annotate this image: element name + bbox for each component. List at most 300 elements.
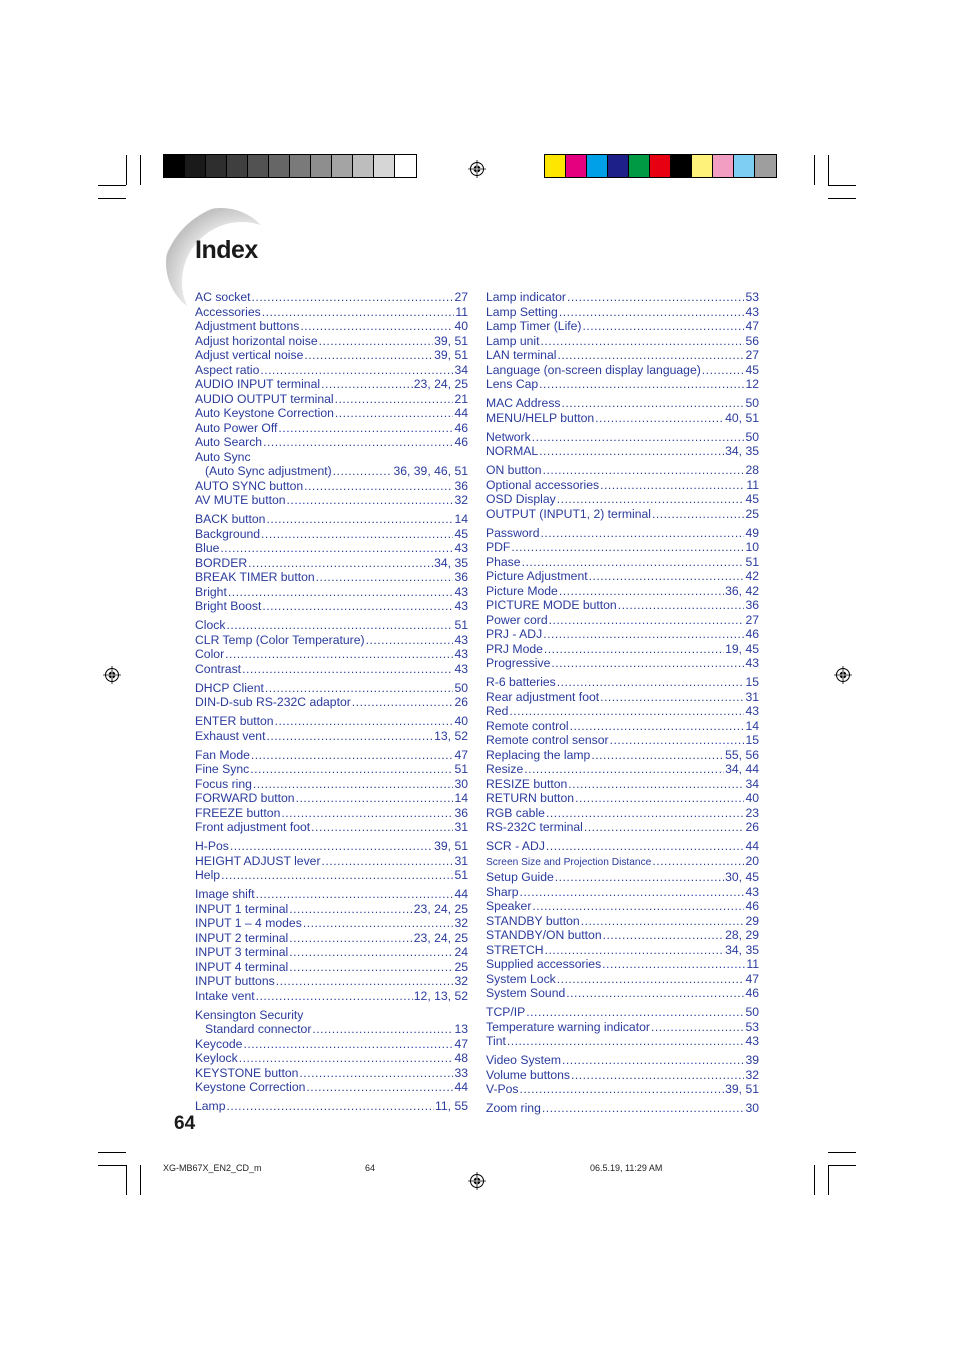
index-entry[interactable] (486, 986, 759, 1001)
index-entry[interactable] (195, 868, 468, 883)
index-term: STANDBY/ON button (486, 928, 602, 942)
index-term: Lamp (195, 1099, 226, 1113)
index-term: RETURN button (486, 791, 575, 805)
index-entry[interactable] (486, 411, 759, 426)
leader-dots (225, 647, 453, 662)
leader-dots (589, 569, 745, 584)
index-entry[interactable] (486, 492, 759, 507)
index-entry[interactable] (195, 527, 468, 542)
color-swatch (290, 155, 311, 177)
index-pages: 27 (745, 348, 759, 362)
leader-dots (562, 1053, 744, 1068)
index-term: R-6 batteries (486, 675, 556, 689)
index-entry[interactable] (195, 854, 468, 869)
index-entry[interactable] (486, 899, 759, 914)
index-term: Remote control (486, 718, 569, 733)
index-term: Supplied accessories (486, 957, 602, 971)
leader-dots (566, 986, 744, 1001)
leader-dots (584, 820, 745, 835)
index-pages: 32 (454, 916, 468, 930)
crop-mark (828, 1165, 856, 1166)
leader-dots (261, 527, 453, 542)
index-term: CLR Temp (Color Temperature) (195, 632, 365, 647)
leader-dots (276, 974, 454, 989)
color-swatch (650, 155, 671, 177)
index-term: KEYSTONE button (195, 1065, 299, 1080)
leader-dots (543, 463, 745, 478)
index-entry[interactable] (195, 989, 468, 1004)
index-pages: 47 (745, 971, 759, 986)
leader-dots (278, 421, 453, 436)
index-term: Temperature warning indicator (486, 1019, 650, 1034)
index-entry[interactable] (486, 598, 759, 613)
index-term: Lamp Setting (486, 304, 558, 319)
index-term: Aspect ratio (195, 362, 260, 377)
index-pages: 27 (745, 612, 759, 627)
index-term: Lens Cap (486, 377, 539, 391)
index-entry[interactable] (195, 618, 468, 633)
leader-dots (303, 916, 454, 931)
index-entry[interactable] (195, 363, 468, 378)
leader-dots (306, 1080, 453, 1095)
index-entry[interactable] (486, 1068, 759, 1083)
index-entry[interactable] (486, 704, 759, 719)
index-entry[interactable] (486, 690, 759, 705)
index-pages: 34, 35 (725, 942, 759, 957)
index-entry[interactable] (486, 377, 759, 392)
color-swatch (269, 155, 290, 177)
index-pages: 50 (454, 680, 468, 695)
index-pages: 51 (745, 554, 759, 569)
index-term: OSD Display (486, 492, 556, 506)
index-term: Picture Adjustment (486, 569, 588, 583)
index-entry[interactable] (195, 305, 468, 320)
index-term: AV MUTE button (195, 493, 286, 507)
index-pages: 25 (454, 959, 468, 974)
leader-dots (507, 1034, 745, 1049)
index-entry[interactable] (486, 733, 759, 748)
index-entry[interactable] (486, 290, 759, 305)
index-column-right (486, 290, 759, 1120)
index-pages: 44 (745, 839, 759, 853)
index-entry[interactable] (195, 839, 468, 854)
index-entry[interactable] (195, 1080, 468, 1095)
leader-dots (289, 960, 453, 975)
index-column-left (195, 290, 468, 1118)
footer-date: 06.5.19, 11:29 AM (590, 1163, 663, 1173)
index-term: Language (on-screen display language) (486, 362, 701, 377)
index-group (486, 396, 759, 425)
color-swatch (713, 155, 734, 177)
index-entry[interactable] (195, 290, 468, 305)
index-term: H-Pos (195, 839, 229, 853)
index-pages: 43 (454, 541, 468, 555)
index-term: RS-232C terminal (486, 820, 583, 834)
index-pages: 42 (745, 569, 759, 583)
index-term: Network (486, 429, 531, 444)
index-term: Tint (486, 1034, 506, 1048)
index-entry[interactable] (195, 512, 468, 527)
index-term: MENU/HELP button (486, 410, 595, 425)
index-pages: 40 (745, 791, 759, 805)
index-pages: 45 (745, 362, 759, 377)
index-pages: 36 (454, 570, 468, 584)
index-term: Adjustment buttons (195, 319, 300, 333)
index-term: Auto Power Off (195, 420, 278, 435)
index-pages: 43 (454, 661, 468, 676)
color-swatch (545, 155, 566, 177)
index-pages: 15 (745, 733, 759, 747)
crop-mark (140, 155, 141, 185)
index-term: PRJ Mode (486, 641, 543, 656)
index-pages: 31 (745, 689, 759, 704)
index-entry[interactable] (195, 1066, 468, 1081)
index-pages: 23, 24, 25 (413, 901, 468, 916)
leader-dots (299, 1066, 453, 1081)
index-term: Intake vent (195, 988, 255, 1003)
index-entry[interactable] (486, 1005, 759, 1020)
leader-dots (322, 854, 454, 869)
leader-dots (252, 290, 454, 305)
index-entry[interactable] (486, 613, 759, 628)
leader-dots (321, 377, 413, 392)
index-pages: 14 (454, 791, 468, 805)
index-pages: 26 (454, 695, 468, 709)
leader-dots (289, 931, 413, 946)
index-term: STRETCH (486, 942, 544, 957)
leader-dots (543, 627, 744, 642)
index-term: FORWARD button (195, 791, 295, 805)
index-entry[interactable] (195, 762, 468, 777)
index-group (486, 430, 759, 459)
index-pages: 36, 42 (725, 583, 759, 598)
leader-dots (239, 1051, 454, 1066)
index-entry[interactable] (195, 450, 468, 465)
index-entry[interactable] (195, 662, 468, 677)
crop-mark (828, 185, 856, 186)
index-group (195, 1008, 468, 1095)
index-entry[interactable] (195, 902, 468, 917)
index-entry[interactable] (486, 854, 759, 871)
index-entry[interactable] (486, 444, 759, 459)
index-term: Fan Mode (195, 747, 250, 762)
index-entry[interactable] (195, 479, 468, 494)
index-entry[interactable] (486, 334, 759, 349)
index-pages: 40 (454, 714, 468, 728)
crop-mark (828, 1152, 856, 1153)
index-entry[interactable] (195, 421, 468, 436)
index-entry[interactable] (486, 656, 759, 671)
index-entry[interactable] (195, 556, 468, 571)
index-pages: 47 (745, 319, 759, 333)
index-term: Contrast (195, 661, 242, 676)
registration-mark-icon (834, 666, 852, 684)
index-entry[interactable] (486, 928, 759, 943)
leader-dots (335, 406, 454, 421)
index-pages: 47 (454, 747, 468, 762)
index-pages: 44 (454, 406, 468, 420)
index-entry[interactable] (195, 916, 468, 931)
index-entry[interactable] (486, 396, 759, 411)
color-swatch (206, 155, 227, 177)
index-term: BORDER (195, 555, 248, 570)
index-entry[interactable] (486, 885, 759, 900)
leader-dots (549, 613, 745, 628)
index-entry[interactable] (486, 719, 759, 734)
index-pages: 46 (454, 435, 468, 449)
index-entry[interactable] (195, 348, 468, 363)
index-entry[interactable] (195, 1099, 468, 1114)
index-entry[interactable] (486, 806, 759, 821)
registration-mark-icon (468, 1172, 486, 1190)
index-term: INPUT 1 – 4 modes (195, 916, 302, 930)
leader-dots (248, 556, 433, 571)
crop-mark (126, 1165, 127, 1195)
index-term: Blue (195, 541, 220, 555)
index-term: Image shift (195, 887, 255, 901)
index-pages: 12, 13, 52 (413, 988, 468, 1003)
index-entry[interactable] (486, 305, 759, 320)
leader-dots (610, 733, 745, 748)
index-pages: 51 (454, 762, 468, 776)
index-entry[interactable] (195, 748, 468, 763)
index-entry[interactable] (486, 507, 759, 522)
leader-dots (253, 777, 454, 792)
index-pages: 23, 24, 25 (413, 377, 468, 391)
index-entry[interactable] (486, 957, 759, 972)
leader-dots (571, 1068, 744, 1083)
index-entry[interactable] (195, 1022, 468, 1037)
index-entry[interactable] (486, 642, 759, 657)
index-group (195, 839, 468, 883)
index-group (486, 290, 759, 392)
leader-dots (511, 540, 744, 555)
index-term: Color (195, 647, 225, 661)
index-pages: 31 (454, 853, 468, 868)
index-entry[interactable] (195, 435, 468, 450)
index-entry[interactable] (486, 1101, 759, 1116)
index-term: Background (195, 526, 261, 541)
index-term: STANDBY button (486, 913, 580, 928)
leader-dots (559, 305, 745, 320)
index-term: INPUT buttons (195, 974, 275, 988)
crop-mark (814, 155, 815, 185)
index-pages: 49 (745, 525, 759, 540)
index-term: DIN-D-sub RS-232C adaptor (195, 695, 351, 709)
index-term: Rear adjustment foot (486, 689, 600, 704)
index-entry[interactable] (195, 334, 468, 349)
index-term: INPUT 2 terminal (195, 930, 289, 945)
index-term: Clock (195, 618, 226, 632)
leader-dots (702, 363, 745, 378)
index-entry[interactable] (486, 972, 759, 987)
index-term: (Auto Sync adjustment) (205, 464, 332, 478)
index-entry[interactable] (195, 714, 468, 729)
index-entry[interactable] (486, 627, 759, 642)
index-term: Setup Guide (486, 870, 554, 884)
leader-dots (304, 479, 453, 494)
index-entry[interactable] (195, 1051, 468, 1066)
index-entry[interactable] (195, 887, 468, 902)
index-entry[interactable] (486, 762, 759, 777)
index-group (195, 512, 468, 614)
index-term: BREAK TIMER button (195, 570, 315, 584)
index-entry[interactable] (486, 748, 759, 763)
index-entry[interactable] (486, 791, 759, 806)
index-entry[interactable] (195, 931, 468, 946)
leader-dots (228, 585, 454, 600)
color-swatch (248, 155, 269, 177)
color-swatch (671, 155, 692, 177)
index-pages: 51 (454, 868, 468, 882)
index-group (486, 839, 759, 1001)
index-entry[interactable] (486, 675, 759, 690)
index-entry[interactable] (486, 478, 759, 493)
index-term: Exhaust vent (195, 728, 266, 743)
index-term: Front adjustment foot (195, 820, 311, 834)
leader-dots (603, 928, 725, 943)
index-pages: 21 (454, 391, 468, 406)
index-entry[interactable] (486, 1082, 759, 1097)
index-pages: 34 (454, 362, 468, 377)
index-entry[interactable] (486, 1053, 759, 1068)
index-term: PICTURE MODE button (486, 598, 617, 612)
index-term: MAC Address (486, 396, 561, 410)
leader-dots (618, 598, 745, 613)
index-pages: 39 (745, 1053, 759, 1067)
index-entry[interactable] (195, 729, 468, 744)
index-entry[interactable] (195, 820, 468, 835)
index-pages: 46 (745, 986, 759, 1000)
index-pages: 53 (745, 1019, 759, 1034)
crop-mark (828, 1165, 829, 1195)
leader-dots (557, 972, 745, 987)
index-entry[interactable] (195, 377, 468, 392)
leader-dots (250, 762, 453, 777)
leader-dots (541, 334, 745, 349)
index-entry[interactable] (486, 540, 759, 555)
footer-page: 64 (365, 1163, 376, 1173)
index-term: Resize (486, 762, 524, 776)
index-entry[interactable] (486, 820, 759, 835)
leader-dots (557, 492, 745, 507)
crop-mark (98, 1165, 126, 1166)
crop-mark (140, 1165, 141, 1195)
index-entry[interactable] (195, 791, 468, 806)
index-entry[interactable] (195, 541, 468, 556)
crop-mark (828, 198, 856, 199)
index-entry[interactable] (486, 914, 759, 929)
index-entry[interactable] (195, 695, 468, 710)
index-pages: 43 (745, 1034, 759, 1048)
color-swatch (374, 155, 395, 177)
index-pages: 46 (745, 899, 759, 913)
color-swatch (164, 155, 185, 177)
index-entry[interactable] (195, 945, 468, 960)
index-entry[interactable] (195, 585, 468, 600)
leader-dots (591, 748, 724, 763)
index-pages: 34, 35 (725, 444, 759, 458)
index-entry[interactable] (195, 392, 468, 407)
index-entry[interactable] (195, 319, 468, 334)
color-swatch (755, 155, 776, 177)
index-entry[interactable] (486, 1020, 759, 1035)
index-pages: 51 (454, 618, 468, 632)
leader-dots (652, 854, 744, 869)
index-entry[interactable] (195, 493, 468, 508)
index-entry[interactable] (486, 463, 759, 478)
leader-dots (220, 541, 453, 556)
index-pages: 50 (745, 396, 759, 410)
leader-dots (522, 555, 745, 570)
index-entry[interactable] (486, 777, 759, 792)
index-entry[interactable] (195, 647, 468, 662)
index-term: Optional accessories (486, 477, 600, 492)
index-entry[interactable] (486, 943, 759, 958)
index-entry[interactable] (195, 464, 468, 479)
index-entry[interactable] (195, 570, 468, 585)
index-entry[interactable] (195, 599, 468, 614)
index-pages: 30 (745, 1101, 759, 1115)
index-entry[interactable] (195, 1008, 468, 1023)
index-pages: 34 (745, 776, 759, 791)
color-swatch (332, 155, 353, 177)
index-pages: 50 (745, 429, 759, 444)
index-entry[interactable] (195, 681, 468, 696)
index-entry[interactable] (486, 569, 759, 584)
index-entry[interactable] (195, 777, 468, 792)
index-term: System Sound (486, 986, 566, 1000)
leader-dots (226, 618, 453, 633)
leader-dots (600, 478, 745, 493)
index-pages: 11 (746, 957, 759, 971)
index-entry[interactable] (195, 1037, 468, 1052)
index-entry[interactable] (195, 974, 468, 989)
index-entry[interactable] (486, 430, 759, 445)
leader-dots (265, 681, 454, 696)
leader-dots (266, 729, 433, 744)
index-entry[interactable] (486, 526, 759, 541)
index-term: NORMAL (486, 444, 539, 458)
leader-dots (263, 435, 453, 450)
page-title: Index (195, 236, 258, 264)
registration-mark-icon (468, 160, 486, 178)
index-term: Auto Sync (195, 449, 251, 464)
index-entry[interactable] (195, 960, 468, 975)
index-entry[interactable] (486, 584, 759, 599)
index-entry[interactable] (486, 348, 759, 363)
index-entry[interactable] (486, 839, 759, 854)
index-entry[interactable] (486, 1034, 759, 1049)
index-pages: 44 (454, 887, 468, 901)
index-entry[interactable] (195, 633, 468, 648)
index-entry[interactable] (486, 363, 759, 378)
leader-dots (532, 899, 744, 914)
index-pages: 36 (454, 478, 468, 493)
leader-dots (520, 1082, 725, 1097)
leader-dots (281, 806, 453, 821)
index-term: AC socket (195, 290, 251, 304)
index-pages: 11, 55 (435, 1099, 468, 1113)
index-entry[interactable] (195, 406, 468, 421)
index-pages: 36, 39, 46, 51 (393, 464, 468, 478)
index-pages: 14 (745, 718, 759, 733)
index-entry[interactable] (486, 555, 759, 570)
index-entry[interactable] (486, 319, 759, 334)
index-term: AUDIO INPUT terminal (195, 377, 321, 391)
index-entry[interactable] (486, 870, 759, 885)
index-entry[interactable] (195, 806, 468, 821)
